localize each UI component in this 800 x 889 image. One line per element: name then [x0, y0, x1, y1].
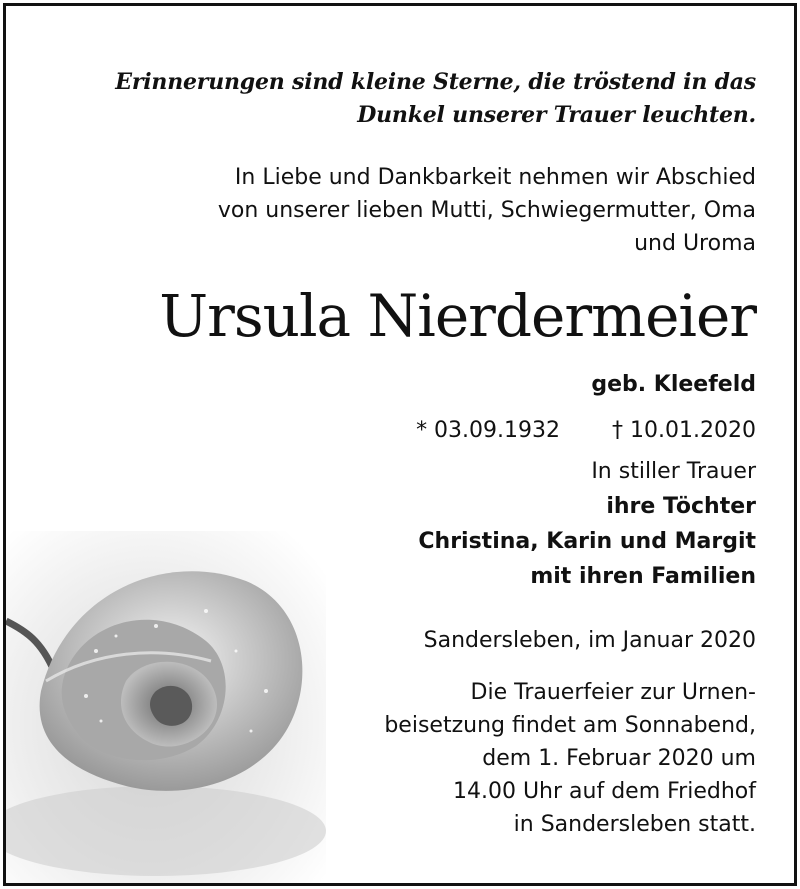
life-dates	[416, 414, 756, 447]
birth-name: geb. Kleefeld	[591, 372, 756, 397]
rose-image	[6, 531, 326, 883]
intro-line: In Liebe und Dankbarkeit nehmen wir Abschied	[234, 165, 756, 190]
quote-line: Erinnerungen sind kleine Sterne, die tröstend in das	[115, 69, 756, 95]
mourners-line: mit ihren Familien	[530, 564, 756, 589]
funeral-line: Die Trauerfeier zur Urnen-	[470, 680, 756, 705]
mourners-line: In stiller Trauer	[591, 459, 756, 484]
quote-line: Dunkel unserer Trauer leuchten.	[357, 102, 756, 128]
funeral-line: in Sandersleben statt.	[513, 812, 756, 837]
death-date: † 10.01.2020	[612, 418, 756, 443]
intro-line: von unserer lieben Mutti, Schwiegermutter, Oma	[217, 198, 756, 223]
birth-date: * 03.09.1932	[416, 418, 561, 443]
funeral-info	[384, 676, 756, 841]
mourners-line: ihre Töchter	[606, 494, 756, 519]
funeral-line: dem 1. Februar 2020 um	[482, 746, 756, 771]
place-date: Sandersleben, im Januar 2020	[423, 628, 756, 653]
mourners-block	[418, 454, 756, 594]
funeral-line: 14.00 Uhr auf dem Friedhof	[452, 779, 756, 804]
funeral-line: beisetzung findet am Sonnabend,	[384, 713, 756, 738]
intro-text	[218, 161, 756, 260]
obituary-notice	[3, 3, 797, 886]
intro-line: und Uroma	[634, 231, 756, 256]
mourners-line: Christina, Karin und Margit	[418, 529, 756, 554]
memorial-quote	[115, 66, 756, 132]
deceased-name: Ursula Nierdermeier	[159, 282, 756, 350]
